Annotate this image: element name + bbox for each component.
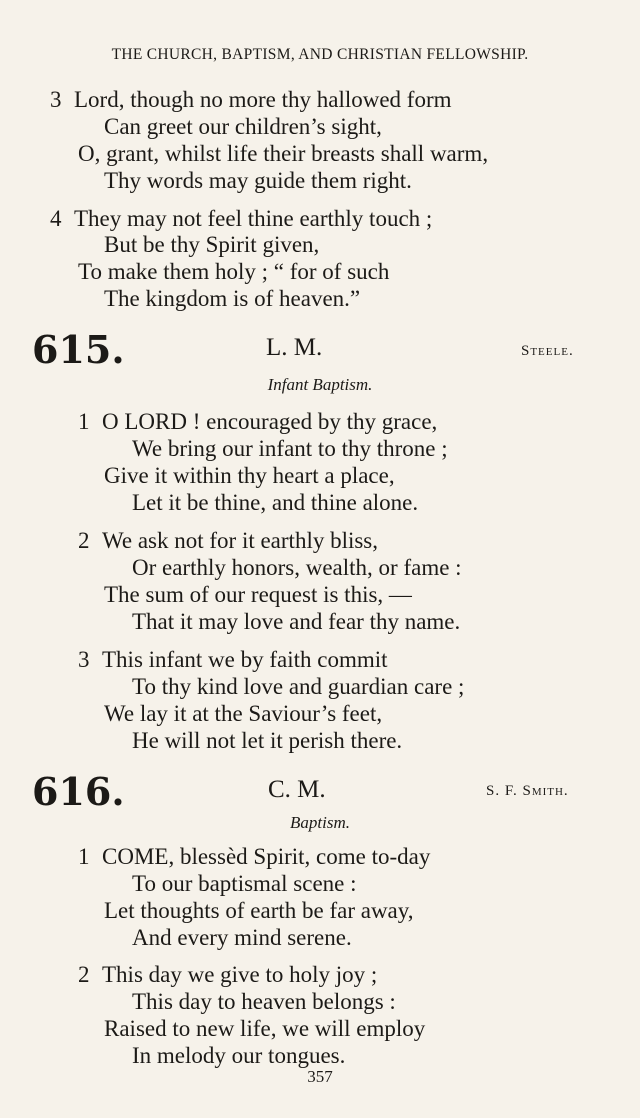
verse-number: 2 bbox=[78, 528, 90, 553]
hymn-meter: C. M. bbox=[268, 776, 326, 803]
hymn-subject: Baptism. bbox=[290, 813, 350, 832]
verse-line: 4 They may not feel thine earthly touch ; bbox=[50, 206, 433, 231]
verse-line: 2 We ask not for it earthly bliss, bbox=[78, 528, 379, 553]
hymn-subject: Infant Baptism. bbox=[267, 375, 373, 394]
verse-line: The kingdom is of heaven.” bbox=[104, 286, 361, 311]
verse-line: Let it be thine, and thine alone. bbox=[132, 490, 419, 515]
verse-line: O, grant, whilst life their breasts shall warm, bbox=[78, 141, 489, 166]
verse-number: 1 bbox=[78, 409, 90, 434]
verse-line: 1 O LORD ! encouraged by thy grace, bbox=[78, 409, 438, 434]
hymn-author: S. F. Smith. bbox=[486, 783, 569, 799]
verse-line: We bring our infant to thy throne ; bbox=[132, 436, 448, 461]
verse-line: In melody our tongues. bbox=[132, 1043, 346, 1068]
verse-line: Give it within thy heart a place, bbox=[104, 463, 395, 488]
verse-number: 3 bbox=[78, 647, 90, 672]
verse-line: We lay it at the Saviour’s feet, bbox=[104, 701, 383, 726]
verse-number: 3 bbox=[50, 87, 62, 112]
verse-line: This day to heaven belongs : bbox=[132, 989, 396, 1014]
verse-line: 3 Lord, though no more thy hallowed form bbox=[50, 87, 452, 112]
hymn-author: Steele. bbox=[521, 343, 574, 359]
verse-line: 3 This infant we by faith commit bbox=[78, 647, 388, 672]
verse-line: Or earthly honors, wealth, or fame : bbox=[132, 555, 462, 580]
running-head: THE CHURCH, BAPTISM, AND CHRISTIAN FELLOWSHIP. bbox=[111, 46, 529, 63]
verse-line: But be thy Spirit given, bbox=[104, 232, 320, 257]
verse-line: To our baptismal scene : bbox=[132, 871, 357, 896]
verse-line: Can greet our children’s sight, bbox=[104, 114, 382, 139]
verse-line: And every mind serene. bbox=[132, 925, 352, 950]
verse-line: The sum of our request is this, — bbox=[104, 582, 412, 607]
verse-line: 2 This day we give to holy joy ; bbox=[78, 962, 378, 987]
verse-number: 2 bbox=[78, 962, 90, 987]
verse-line: He will not let it perish there. bbox=[132, 728, 403, 753]
verse-line: To make them holy ; “ for of such bbox=[78, 259, 390, 284]
hymn-meter: L. M. bbox=[266, 334, 323, 361]
verse-line: To thy kind love and guardian care ; bbox=[132, 674, 465, 699]
verse-number: 1 bbox=[78, 844, 90, 869]
hymn-number: 616. bbox=[32, 769, 125, 814]
verse-line: Thy words may guide them right. bbox=[104, 168, 412, 193]
verse-line: That it may love and fear thy name. bbox=[132, 609, 461, 634]
verse-line: 1 COME, blessèd Spirit, come to-day bbox=[78, 844, 431, 869]
verse-line: Let thoughts of earth be far away, bbox=[104, 898, 414, 923]
page-number: 357 bbox=[307, 1067, 333, 1086]
hymn-number: 615. bbox=[32, 327, 125, 372]
verse-number: 4 bbox=[50, 206, 62, 231]
verse-line: Raised to new life, we will employ bbox=[104, 1016, 426, 1041]
